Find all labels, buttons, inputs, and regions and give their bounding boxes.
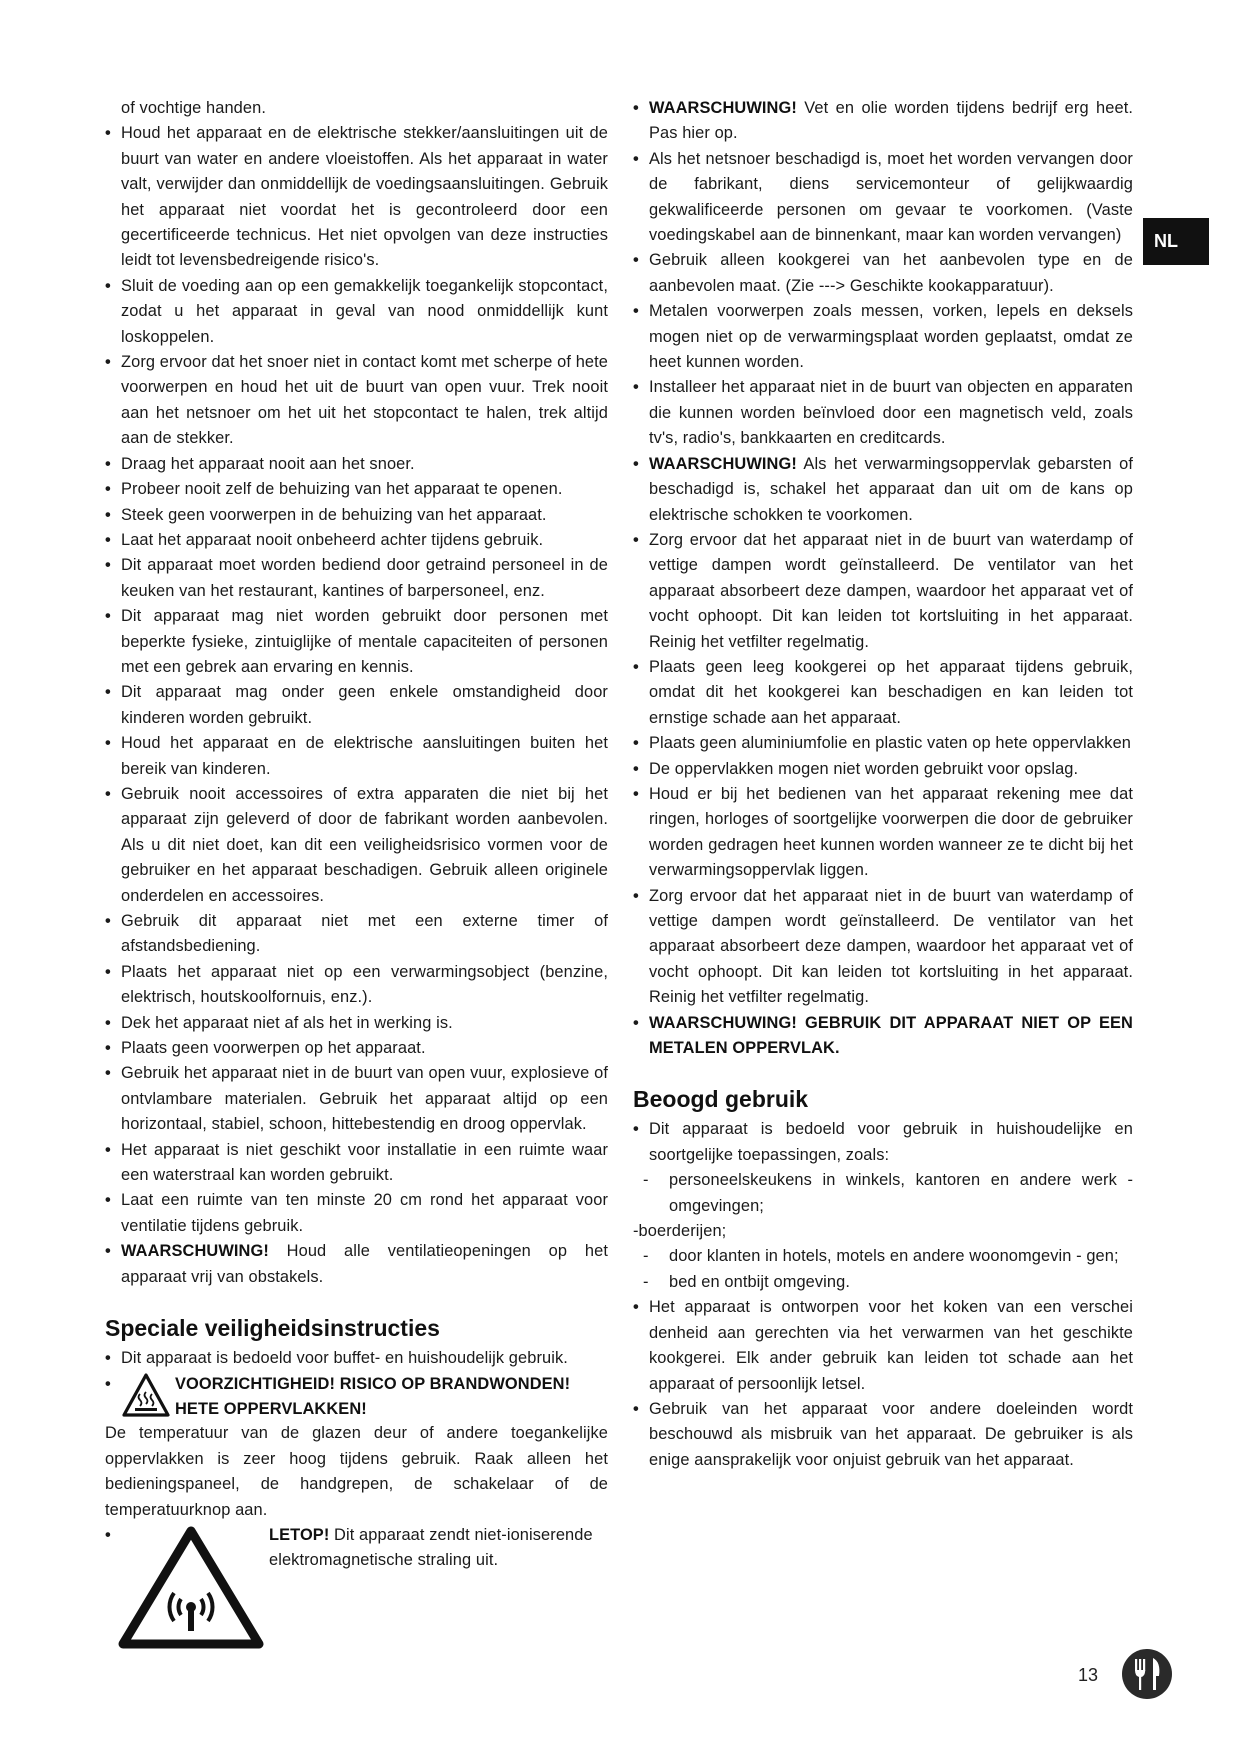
item-text: Laat het apparaat nooit onbeheerd achter tijdens gebruik. [121, 530, 544, 549]
list-item-3 [105, 350, 608, 452]
list-item-12 [105, 782, 608, 909]
warning-text: Vet en olie worden tijdens bedrijf erg heet. Pas hier op. [649, 99, 1133, 143]
list-item-warning-ventilation [105, 1239, 608, 1290]
list-item-a-3 [633, 299, 1133, 375]
item-text: Dit apparaat is bedoeld voor gebruik in huishoudelijke en soortgelijke toepassingen, zoals: [649, 1120, 1133, 1164]
list-item-radiation [105, 1523, 608, 1647]
radiation-label: LETOP! [269, 1525, 330, 1544]
list-item-9 [105, 604, 608, 680]
bullet: • [105, 734, 111, 753]
list-item-6 [105, 503, 608, 528]
list-item-warning-fat [633, 96, 1133, 147]
language-tab-label: NL [1154, 231, 1178, 251]
hot-warning-text-block [175, 1372, 608, 1423]
item-text: Probeer nooit zelf de behuizing van het apparaat te openen. [121, 480, 563, 499]
list-item-b-4 [633, 757, 1133, 782]
list-item-b-2 [633, 655, 1133, 731]
bullet: • [105, 1374, 111, 1393]
bullet: • [105, 353, 111, 372]
item-text: De oppervlakken mogen niet worden gebruikt voor opslag. [649, 759, 1079, 778]
list-item-19 [105, 1188, 608, 1239]
list-item-16 [105, 1036, 608, 1061]
item-text: Dit apparaat is bedoeld voor buffet- en huishoudelijk gebruik. [121, 1349, 568, 1368]
warning-label: WAARSCHUWING! [121, 1242, 269, 1261]
item-text: Plaats geen aluminiumfolie en plastic vaten op hete oppervlakken [649, 734, 1132, 753]
bullet: • [633, 1399, 639, 1418]
bullet: • [633, 734, 639, 753]
line-farms: -boerderijen; [633, 1222, 727, 1241]
section-title-intended-use: Beoogd gebruik [633, 1086, 809, 1113]
hot-warning-text: De temperatuur van de glazen deur of andere toegankelijke oppervlakken is zeer hoog tijdens gebruik. Raak alleen het bedieningspaneel, de handgrepen, de schakelaar of de temperatuurknop aan. [105, 1424, 608, 1519]
bullet: • [105, 1039, 111, 1058]
item-text: Houd het apparaat en de elektrische aansluitingen buiten het bereik van kinderen. [121, 734, 608, 778]
hot-warning-row [121, 1372, 608, 1423]
item-text: bed en ontbijt omgeving. [669, 1272, 851, 1291]
item-text: Dek het apparaat niet af als het in werking is. [121, 1013, 453, 1032]
bullet: • [105, 962, 111, 981]
bullet: • [105, 607, 111, 626]
bullet: • [633, 454, 639, 473]
bullet: • [105, 556, 111, 575]
list-item-a-4 [633, 375, 1133, 451]
bullet: • [105, 912, 111, 930]
list-item-18 [105, 1138, 608, 1189]
bullet: • [633, 657, 639, 676]
bullet: • [633, 1298, 639, 1317]
item-text: Als het netsnoer beschadigd is, moet het worden vervangen door de fabrikant, diens servicemonteur of gelijkwaardig gekwalificeerde personen om gevaar te voorkomen. (Vaste voedingskabel aan de binnenkant, maar kan worden vervangen) [649, 149, 1133, 245]
list-item-13 [105, 909, 608, 960]
bullet: • [633, 759, 639, 778]
bullet: • [105, 454, 111, 473]
dash-item-hotels [633, 1244, 1133, 1269]
item-text: Gebruik alleen kookgerei van het aanbevolen type en de aanbevolen maat. (Zie ---> Geschikte kookapparatuur). [649, 251, 1133, 295]
item-text: Plaats geen leeg kookgerei op het apparaat tijdens gebruik, omdat dit het kookgerei kan beschadigen en kan leiden tot ernstige schade aan het apparaat. [649, 657, 1133, 727]
bullet: • [105, 276, 111, 295]
item-text: Zorg ervoor dat het apparaat niet in de buurt van waterdamp of vettige dampen wordt geïnstalleerd. De ventilator van het apparaat absorbeert deze dampen, waardoor het apparaat vet of vocht ophoopt. Dit kan leiden tot kortsluiting in het apparaat. Reinig het vetfilter regelmatig. [649, 530, 1133, 651]
item-text: door klanten in hotels, motels en andere woonomgevin - gen; [669, 1247, 1119, 1266]
warning-text: Houd alle ventilatieopeningen op het apparaat vrij van obstakels. [121, 1242, 608, 1286]
hot-warning-label-1: VOORZICHTIGHEID! RISICO OP BRANDWONDEN! [175, 1374, 571, 1393]
list-item-14 [105, 960, 608, 1011]
bullet: • [105, 1064, 111, 1083]
bullet: • [633, 302, 639, 321]
bullet: • [633, 149, 639, 168]
item-text: Zorg ervoor dat het snoer niet in contact komt met scherpe of hete voorwerpen en houd het uit de buurt van open vuur. Trek nooit aan het netsnoer om het uit het stopcontact te halen, trek altijd aan de stekker. [121, 353, 608, 448]
bullet: • [105, 505, 111, 524]
bullet: • [633, 784, 639, 803]
item-text: Steek geen voorwerpen in de behuizing van het apparaat. [121, 505, 547, 524]
item-text: Sluit de voeding aan op een gemakkelijk toegankelijk stopcontact, zodat u het apparaat in geval van nood onmiddellijk kunt loskoppelen. [121, 276, 608, 346]
item-text: personeelskeukens in winkels, kantoren en andere werk - omgevingen; [669, 1171, 1133, 1215]
list-item-15 [105, 1011, 608, 1036]
item-text: Draag het apparaat nooit aan het snoer. [121, 454, 415, 473]
item-text: Dit apparaat mag onder geen enkele omstandigheid door kinderen worden gebruikt. [121, 683, 608, 727]
item-text: Plaats geen voorwerpen op het apparaat. [121, 1039, 426, 1058]
left-column [105, 96, 608, 1647]
bullet: • [105, 480, 111, 499]
dash: - [643, 1247, 649, 1266]
dash-item-staff-kitchens [633, 1168, 1133, 1219]
bullet: • [105, 1191, 111, 1210]
language-tab [1143, 218, 1209, 265]
item-text: Gebruik nooit accessoires of extra apparaten die niet bij het apparaat zijn geleverd of door de fabrikant worden aanbevolen. Als u dit niet doet, kan dit een veiligheidsrisico vormen voor de gebruiker en het apparaat beschadigen. Gebruik alleen originele onderdelen en accessoires. [121, 784, 608, 905]
item-text: Houd het apparaat en de elektrische stekker/aansluitingen uit de buurt van water en andere vloeistoffen. Als het apparaat in water valt, verwijder dan onmiddellijk de voedingsaansluitingen. Gebruik het apparaat niet voordat het is gecontroleerd door een gecertificeerde technicus. Het niet opvolgen van deze instructies leidt tot levensbedreigende risico's. [121, 124, 608, 270]
list-item-11 [105, 731, 608, 782]
dash-item-bed-breakfast [633, 1270, 1133, 1295]
radiation-text-block [269, 1523, 609, 1574]
list-item-1 [105, 121, 608, 273]
list-item-b-6 [633, 884, 1133, 1011]
bullet: • [633, 99, 639, 117]
dash: - [643, 1272, 649, 1291]
bullet: • [633, 1120, 639, 1139]
list-item-special-1 [105, 1346, 608, 1371]
list-item-b-5 [633, 782, 1133, 884]
item-text: Plaats het apparaat niet op een verwarmingsobject (benzine, elektrisch, houtskoolfornuis, enz.). [121, 962, 608, 1007]
item-text: Metalen voorwerpen zoals messen, vorken, lepels en deksels mogen niet op de verwarmingsplaat worden geplaatst, omdat ze heet kunnen worden. [649, 302, 1133, 372]
list-item-4 [105, 452, 608, 477]
dash: - [643, 1171, 649, 1190]
bullet: • [105, 1140, 111, 1159]
item-text: Gebruik dit apparaat niet met een externe timer of afstandsbediening. [121, 912, 608, 956]
list-item-warning-cracked [633, 452, 1133, 528]
item-text: Gebruik van het apparaat voor andere doeleinden wordt beschouwd als misbruik van het apparaat. De gebruiker is als enige aansprakelijk voor onjuist gebruik van het apparaat. [649, 1399, 1133, 1469]
bullet: • [105, 1242, 111, 1261]
fork-knife-logo-icon [1121, 1648, 1173, 1700]
list-item-hot-surfaces [105, 1372, 608, 1523]
warning-label: WAARSCHUWING! GEBRUIK DIT APPARAAT NIET OP EEN METALEN OPPERVLAK. [649, 1013, 1133, 1058]
list-item-use-1 [633, 1117, 1133, 1168]
hot-warning-label-2: HETE OPPERVLAKKEN! [175, 1399, 367, 1418]
warning-label: WAARSCHUWING! [649, 99, 797, 117]
list-item-b-1 [633, 528, 1133, 655]
item-text: Installeer het apparaat niet in de buurt van objecten en apparaten die kunnen worden beïnvloed door een magnetisch veld, zoals tv's, radio's, bankkaarten en creditcards. [649, 378, 1133, 448]
bullet: • [633, 530, 639, 549]
hot-surface-warning-icon [121, 1372, 171, 1418]
item-text: Houd er bij het bedienen van het apparaat rekening mee dat ringen, horloges of soortgelijke voorwerpen die door de gebruiker worden gedragen heet kunnen worden wanneer ze te dicht bij het verwarmingsoppervlak liggen. [649, 784, 1133, 880]
bullet: • [105, 1525, 111, 1544]
right-bullet-list-a [633, 147, 1133, 452]
item-text: Laat een ruimte van ten minste 20 cm rond het apparaat voor ventilatie tijdens gebruik. [121, 1191, 608, 1235]
item-text: Gebruik het apparaat niet in de buurt van open vuur, explosieve of ontvlambare materialen. Gebruik het apparaat altijd op een horizontaal, stabiel, schoon, hittebestendig en droog oppervlak. [121, 1064, 608, 1134]
radiation-text: Dit apparaat zendt niet-ioniserende elektromagnetische straling uit. [269, 1525, 593, 1570]
bullet: • [633, 1013, 639, 1032]
section-title-special-safety: Speciale veiligheidsinstructies [105, 1315, 440, 1342]
bullet: • [633, 886, 639, 905]
bullet: • [105, 124, 111, 143]
bullet: • [105, 784, 111, 803]
list-item-warning-metal [633, 1011, 1133, 1062]
page-number: 13 [1078, 1665, 1099, 1685]
list-item-a-1 [633, 147, 1133, 249]
right-column [633, 96, 1133, 1473]
item-text: Dit apparaat mag niet worden gebruikt door personen met beperkte fysieke, zintuiglijke of mentale capaciteiten of personen met een gebrek aan ervaring en kennis. [121, 607, 608, 676]
list-item-use-2 [633, 1295, 1133, 1397]
bullet: • [105, 530, 111, 549]
radiation-warning-icon [117, 1525, 265, 1651]
bullet: • [105, 1349, 111, 1368]
item-text: Zorg ervoor dat het apparaat niet in de buurt van waterdamp of vettige dampen wordt geïnstalleerd. De ventilator van het apparaat absorbeert deze dampen, waardoor het apparaat vet of vocht ophoopt. Dit kan leiden tot kortsluiting in het apparaat. Reinig het vetfilter regelmatig. [649, 886, 1133, 1007]
list-item-use-3 [633, 1397, 1133, 1473]
bullet: • [105, 683, 111, 702]
left-bullet-list [105, 121, 608, 1239]
list-item-8 [105, 553, 608, 604]
list-item-2 [105, 274, 608, 350]
list-item-10 [105, 680, 608, 731]
item-text: Dit apparaat moet worden bediend door getraind personeel in de keuken van het restaurant, kantines of barpersoneel, enz. [121, 556, 608, 600]
warning-label: WAARSCHUWING! [649, 454, 797, 473]
bullet: • [105, 1013, 111, 1032]
item-text: Het apparaat is ontworpen voor het koken van een verschei denheid aan gerechten via het verwarmen van het geschikte kookgerei. Elk ander gebruik kan leiden tot schade aan het apparaat of persoonlijk letsel. [649, 1298, 1133, 1393]
bullet: • [633, 378, 639, 397]
right-bullet-list-b [633, 528, 1133, 1011]
list-item-5 [105, 477, 608, 502]
bullet: • [633, 251, 639, 270]
list-item-17 [105, 1061, 608, 1137]
list-item-a-2 [633, 248, 1133, 299]
paragraph-continuation: of vochtige handen. [121, 99, 266, 117]
list-item-b-3 [633, 731, 1133, 756]
item-text: Het apparaat is niet geschikt voor installatie in een ruimte waar een waterstraal kan worden gebruikt. [121, 1140, 608, 1185]
list-item-7 [105, 528, 608, 553]
warning-text: Als het verwarmingsoppervlak gebarsten of beschadigd is, schakel het apparaat dan uit om de kans op elektrische schokken te voorkomen. [649, 454, 1133, 524]
